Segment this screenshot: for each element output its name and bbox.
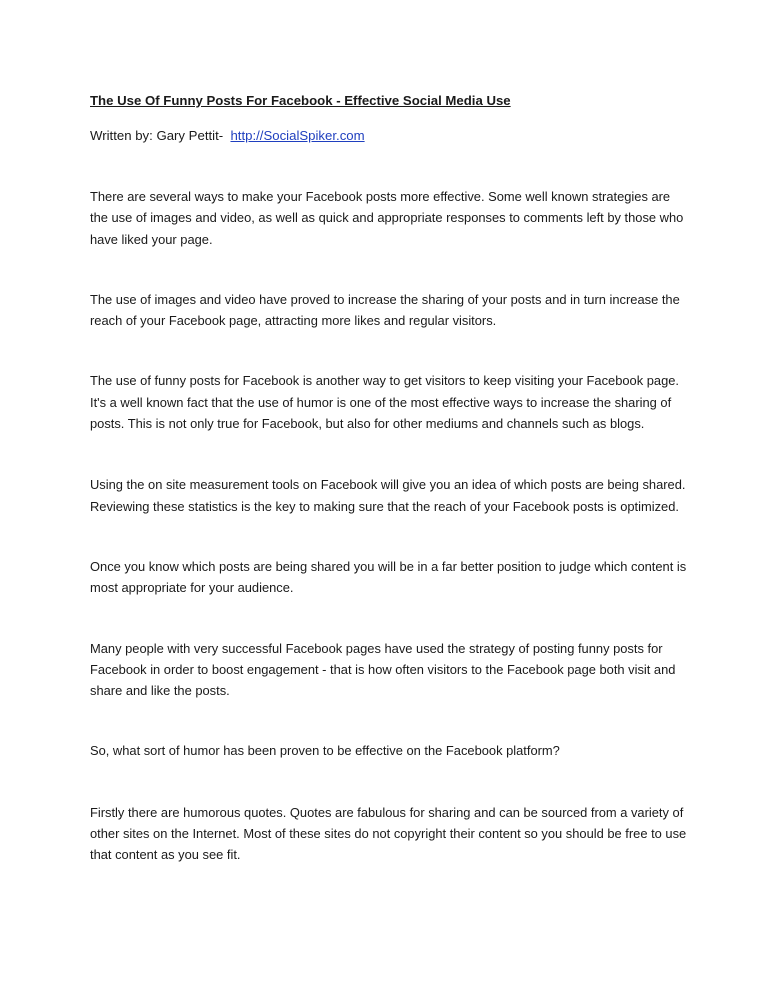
paragraph-4: Using the on site measurement tools on Facebook will give you an idea of which posts are being shared. Reviewing these statistics is the key to making sure that the reach of your Facebook posts is optimized.: [90, 477, 686, 514]
paragraph-2: The use of images and video have proved to increase the sharing of your posts and in turn increase the reach of your Facebook page, attracting more likes and regular visitors.: [90, 291, 680, 329]
paragraph-3: The use of funny posts for Facebook is another way to get visitors to keep visiting your Facebook page. It's a well known fact that the use of humor is one of the most effective ways to increase the sharing of posts. This is not only true for Facebook, but also for other mediums and channels such as blogs.: [90, 373, 679, 432]
paragraph-7: So, what sort of humor has been proven to be effective on the Facebook platform?: [90, 743, 560, 759]
paragraph-6: Many people with very successful Facebook pages have used the strategy of posting funny posts for Facebook in order to boost engagement - that is how often visitors to the Facebook page both visit and share and like the posts.: [90, 640, 676, 699]
document-title: The Use Of Funny Posts For Facebook - Effective Social Media Use: [90, 93, 511, 108]
paragraph-5: Once you know which posts are being shared you will be in a far better position to judge which content is most appropriate for your audience.: [90, 558, 687, 596]
paragraph-1: There are several ways to make your Facebook posts more effective. Some well known strategies are the use of images and video, as well as quick and appropriate responses to comments left by those who have liked your page.: [90, 189, 684, 247]
document-body: [90, 91, 690, 866]
byline-link[interactable]: http://SocialSpiker.com: [230, 128, 365, 143]
byline: [90, 126, 690, 146]
byline-author: Written by: Gary Pettit-: [90, 128, 224, 143]
paragraph-8: Firstly there are humorous quotes. Quotes are fabulous for sharing and can be sourced from a variety of other sites on the Internet. Most of these sites do not copyright their content so you should be free to use that content as you see fit.: [90, 804, 687, 863]
